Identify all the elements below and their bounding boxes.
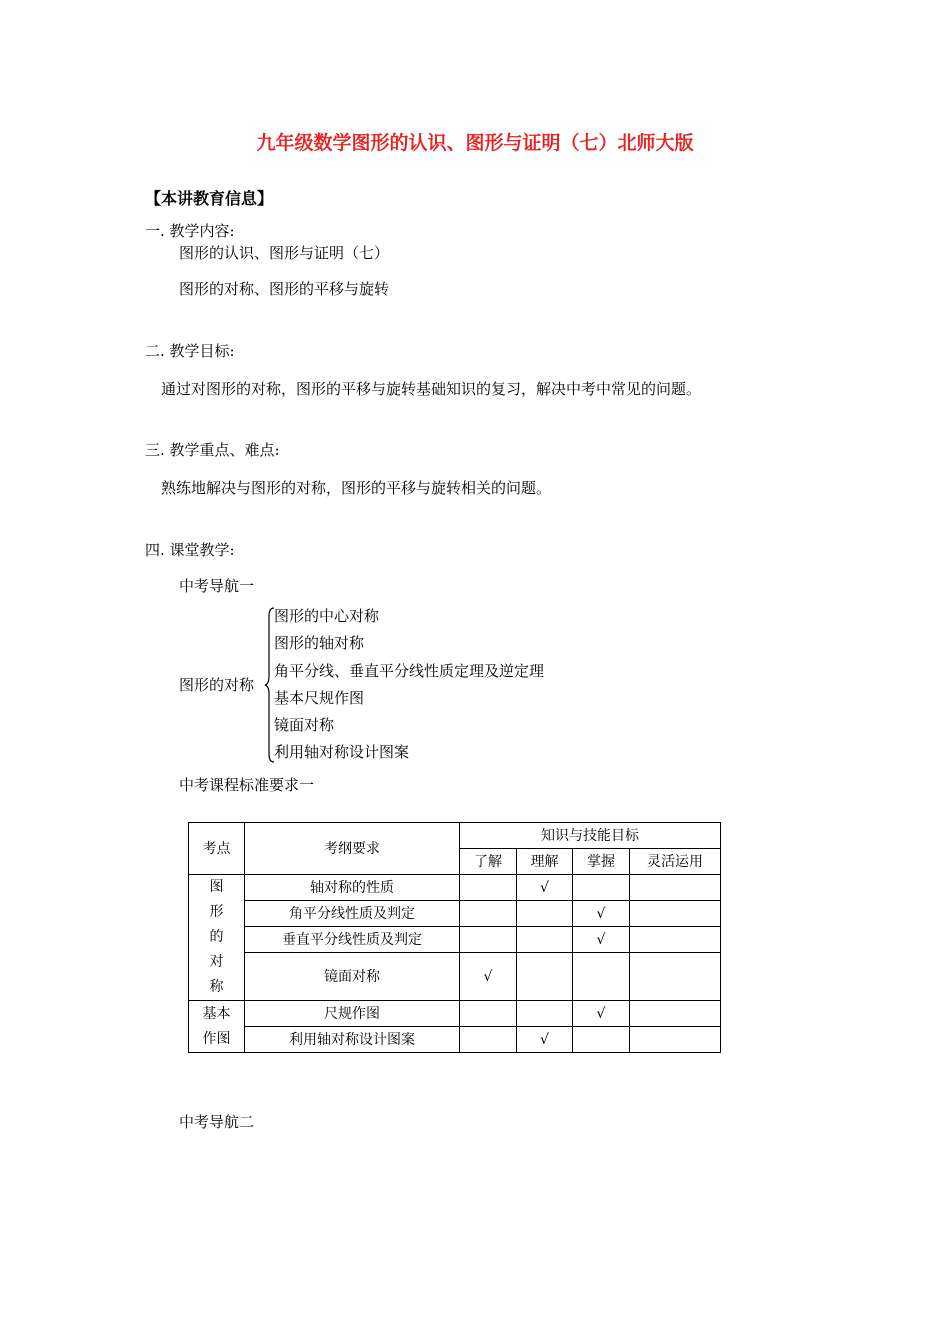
requirement-cell: 尺规作图 bbox=[245, 1001, 460, 1027]
table-row bbox=[189, 953, 721, 1001]
check-cell: √ bbox=[573, 901, 630, 927]
brace-item-1: 图形的中心对称 bbox=[274, 607, 380, 625]
brace-item-5: 镜面对称 bbox=[274, 716, 335, 734]
brace-label: 图形的对称 bbox=[179, 676, 255, 694]
table-row bbox=[189, 875, 721, 901]
section-header: 【本讲教育信息】 bbox=[145, 189, 274, 208]
s4-heading: 四. 课堂教学: bbox=[145, 541, 235, 559]
header-point: 考点 bbox=[189, 823, 245, 875]
s1-line-2: 图形的对称、图形的平移与旋转 bbox=[179, 280, 390, 298]
brace-item-2: 图形的轴对称 bbox=[274, 634, 365, 652]
level-master: 掌握 bbox=[573, 849, 630, 875]
header-goal: 知识与技能目标 bbox=[460, 823, 721, 849]
requirement-cell: 垂直平分线性质及判定 bbox=[245, 927, 460, 953]
group-char: 作图 bbox=[202, 1030, 231, 1047]
nav-2: 中考导航二 bbox=[179, 1113, 255, 1131]
requirement-cell: 轴对称的性质 bbox=[245, 875, 460, 901]
s2-text: 通过对图形的对称，图形的平移与旋转基础知识的复习，解决中考中常见的问题。 bbox=[161, 380, 702, 398]
table-row bbox=[189, 1027, 721, 1053]
check-cell bbox=[573, 1027, 630, 1053]
level-comprehend: 理解 bbox=[517, 849, 573, 875]
check-cell bbox=[630, 953, 721, 1001]
level-apply: 灵活运用 bbox=[630, 849, 721, 875]
s1-line-1: 图形的认识、图形与证明（七） bbox=[179, 244, 390, 262]
requirements-table bbox=[188, 822, 721, 1053]
check-cell bbox=[630, 875, 721, 901]
level-understand: 了解 bbox=[460, 849, 517, 875]
table-row bbox=[189, 901, 721, 927]
check-cell: √ bbox=[573, 927, 630, 953]
check-cell: √ bbox=[573, 1001, 630, 1027]
check-cell bbox=[630, 1027, 721, 1053]
group-char: 称 bbox=[209, 979, 224, 995]
check-cell bbox=[517, 1001, 573, 1027]
check-cell bbox=[460, 1027, 517, 1053]
group-char: 形 bbox=[209, 904, 224, 920]
table-row bbox=[189, 1001, 721, 1027]
brace-item-4: 基本尺规作图 bbox=[274, 689, 365, 707]
document-title: 九年级数学图形的认识、图形与证明（七）北师大版 bbox=[256, 132, 694, 154]
header-requirement: 考纲要求 bbox=[245, 823, 460, 875]
brace-item-6: 利用轴对称设计图案 bbox=[274, 743, 410, 761]
s2-heading: 二. 教学目标: bbox=[145, 342, 235, 360]
group-construction bbox=[189, 1001, 245, 1053]
check-cell bbox=[630, 901, 721, 927]
check-cell bbox=[630, 1001, 721, 1027]
check-cell bbox=[460, 875, 517, 901]
check-cell bbox=[460, 901, 517, 927]
group-char: 图 bbox=[209, 879, 224, 895]
s3-heading: 三. 教学重点、难点: bbox=[145, 441, 280, 459]
check-cell bbox=[517, 953, 573, 1001]
left-brace-icon bbox=[264, 606, 276, 764]
check-cell bbox=[573, 953, 630, 1001]
group-symmetry bbox=[189, 875, 245, 1001]
check-cell: √ bbox=[517, 875, 573, 901]
requirement-cell: 镜面对称 bbox=[245, 953, 460, 1001]
table-row bbox=[189, 927, 721, 953]
nav-1: 中考导航一 bbox=[179, 577, 255, 595]
s3-text: 熟练地解决与图形的对称，图形的平移与旋转相关的问题。 bbox=[161, 479, 552, 497]
check-cell: √ bbox=[517, 1027, 573, 1053]
group-char: 对 bbox=[209, 954, 224, 970]
check-cell bbox=[460, 927, 517, 953]
group-char: 基本 bbox=[202, 1005, 231, 1022]
s1-heading: 一. 教学内容: bbox=[145, 222, 235, 240]
check-cell: √ bbox=[460, 953, 517, 1001]
group-char: 的 bbox=[209, 929, 224, 945]
standard-title: 中考课程标准要求一 bbox=[179, 776, 315, 794]
check-cell bbox=[460, 1001, 517, 1027]
brace-item-3: 角平分线、垂直平分线性质定理及逆定理 bbox=[274, 662, 545, 680]
check-cell bbox=[517, 901, 573, 927]
requirement-cell: 利用轴对称设计图案 bbox=[245, 1027, 460, 1053]
check-cell bbox=[630, 927, 721, 953]
check-cell bbox=[573, 875, 630, 901]
check-cell bbox=[517, 927, 573, 953]
requirement-cell: 角平分线性质及判定 bbox=[245, 901, 460, 927]
